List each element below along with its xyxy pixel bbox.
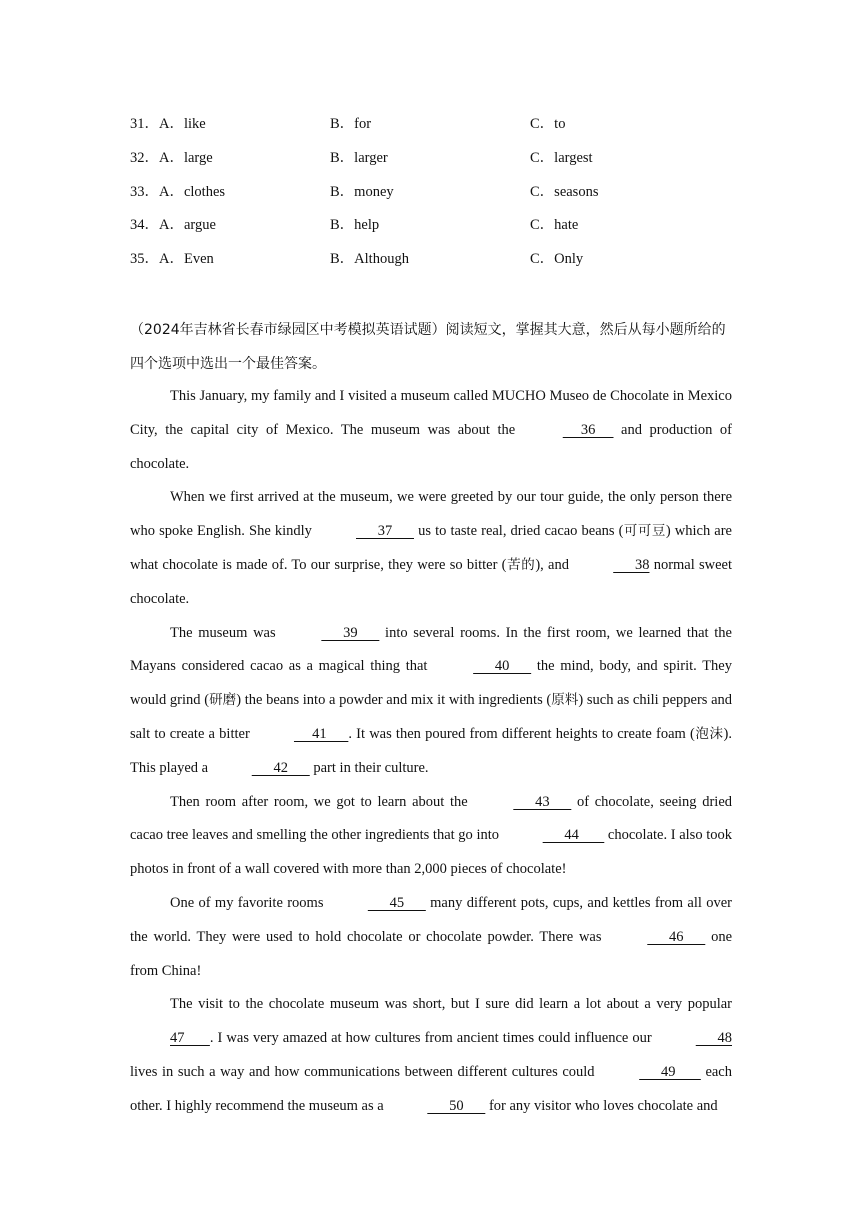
paragraph-5 [130,887,732,988]
paragraph-1 [130,380,732,481]
text: us to taste real, dried cacao beans ( [414,523,624,540]
option-row-34 [130,213,732,247]
text: normal sweet chocolate. [130,556,733,607]
blank-38: 38 [613,556,650,573]
blank-36: 36 [562,421,614,438]
text: chocolate. I also took photos in front of a wall covered with more than 2,000 pieces of chocolate! [130,827,732,878]
blank-44: 44 [542,827,605,844]
text: ), and [535,556,574,573]
option-c: C．largest [530,149,593,166]
blank-48: 48 [695,1030,732,1047]
paragraph-4 [130,786,732,887]
option-c: C．seasons [530,183,599,200]
blank-39: 39 [321,624,380,641]
text: ). This played a [130,725,732,776]
option-a: 35．A．Even [130,251,214,268]
text: the mind, body, and spirit. They would grind ( [130,658,732,709]
blank-42: 42 [251,759,310,776]
paragraph-6 [130,988,732,1123]
option-row-31 [130,112,732,146]
option-row-33 [130,180,732,214]
text: of chocolate, seeing dried cacao tree leaves and smelling the other ingredients that go into [130,793,733,844]
blank-45: 45 [367,894,426,911]
text: ) such as chili peppers and salt to create a bitter [130,692,733,742]
text: The museum was [170,624,282,641]
blank-46: 46 [647,928,706,945]
option-b: B．Although [330,251,409,268]
option-c: C．Only [530,251,584,268]
option-a: 33．A．clothes [130,183,226,200]
options-list [130,112,732,281]
paragraph-3 [130,617,732,786]
option-a: 34．A．argue [130,217,216,234]
text: part in their culture. [309,759,429,776]
paragraph-2 [130,481,732,616]
option-c: C．hate [530,217,579,234]
option-a: 32．A．large [130,149,213,166]
chinese-gloss: 苦的 [506,556,536,573]
option-b: B．help [330,217,380,234]
option-b: B．larger [330,149,388,166]
blank-41: 41 [293,725,349,742]
text: ) the beans into a powder and mix it with ingredients ( [236,692,552,709]
chinese-gloss: 原料 [551,692,579,709]
text: . It was then poured from different heights to create foam ( [348,725,695,742]
text: ) which are what chocolate is made of. To our surprise, they were so bitter ( [130,523,732,573]
blank-49: 49 [639,1063,701,1080]
text: One of my favorite rooms [170,894,328,911]
text: each other. I highly recommend the museum as a [130,1063,732,1114]
option-row-35 [130,247,732,281]
text: When we first arrived at the museum, we were greeted by our tour guide, the only person there who spoke English. She kindly [130,489,732,540]
text: Then room after room, we got to learn about the [170,793,474,810]
chinese-gloss: 泡沫 [694,725,724,742]
text: This January, my family and I visited a museum called MUCHO Museo de Chocolate in Mexico City, the capital city of Mexico. The museum was about the [130,388,732,438]
option-c: C．to [530,116,566,132]
text: and production of chocolate. [130,421,732,472]
section-instructions: （2024年吉林省长春市绿园区中考模拟英语试题）阅读短文，掌握其大意，然后从每小题所给的四个选项中选出一个最佳答案。 [130,322,726,372]
chinese-gloss: 可可豆 [623,523,666,540]
reading-passage [130,380,732,1124]
text: . I was very amazed at how cultures from ancient times could influence our [209,1030,656,1047]
text: many different pots, cups, and kettles from all over the world. They were used to hold chocolate or chocolate powder. There was [130,894,732,945]
chinese-gloss: 研磨 [209,692,237,709]
option-b: B．for [330,116,372,132]
blank-40: 40 [473,658,532,675]
text: for any visitor who loves chocolate and [485,1097,718,1114]
text: one from China! [130,928,733,979]
option-b: B．money [330,183,394,200]
blank-47: 47 [170,1030,210,1047]
text: into several rooms. In the first room, we learned that the Mayans considered cacao as a magical thing that [130,624,732,675]
blank-43: 43 [513,793,572,810]
option-a: 31．A．like [130,116,206,132]
text: The visit to the chocolate museum was short, but I sure did learn a lot about a very popular [170,996,732,1013]
blank-50: 50 [427,1097,486,1114]
blank-37: 37 [356,523,414,540]
text: lives in such a way and how communications between different cultures could [130,1063,600,1080]
option-row-32 [130,146,732,180]
